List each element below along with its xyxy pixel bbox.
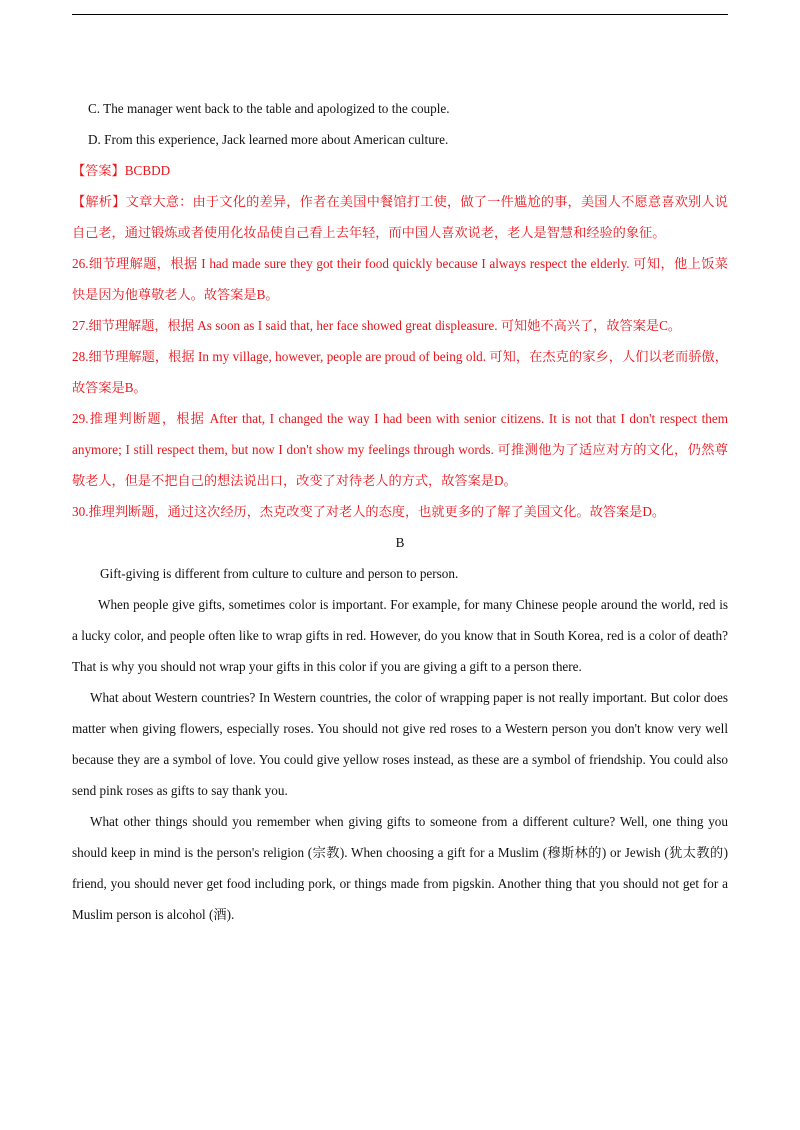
header-rule: [72, 14, 728, 15]
analysis-summary: 【解析】文章大意：由于文化的差异，作者在美国中餐馆打工使，做了一件尴尬的事，美国人不愿意喜欢别人说自己老，通过锻炼或者使用化妆品使自己看上去年轻，而中国人喜欢说老，老人是智慧和经验的象征。: [72, 194, 728, 240]
section-label: B: [395, 535, 405, 550]
analysis-q26: 26.细节理解题，根据 I had made sure they got their food quickly because I always respect the elderly. 可知，他上饭菜快是因为他尊敬老人。故答案是B。: [72, 256, 728, 302]
passage-paragraph-1: Gift-giving is different from culture to culture and person to person.: [100, 566, 459, 581]
page-content: [72, 93, 728, 930]
analysis-q29: 29.推理判断题，根据 After that, I changed the way I had been with senior citizens. It is not that I don't respect them anymore; I still respect them, but now I don't show my feelings through words. 可推测他为了适应对方的文化，仍然尊敬老人，但是不把自己的想法说出口，改变了对待老人的方式，故答案是D。: [72, 411, 728, 488]
analysis-q27: 27.细节理解题，根据 As soon as I said that, her face showed great displeasure. 可知她不高兴了，故答案是C。: [72, 318, 682, 333]
option-d: D. From this experience, Jack learned more about American culture.: [88, 132, 449, 147]
passage-paragraph-4: What other things should you remember when giving gifts to someone from a different culture? Well, one thing you should keep in mind is the person's religion (宗教). When choosing a gift for a Muslim (穆斯林的) or Jewish (犹太教的) friend, you should never get food including pork, or things made from pigskin. Another thing that you should not get for a Muslim person is alcohol (酒).: [72, 814, 728, 922]
analysis-q28: 28.细节理解题，根据 In my village, however, people are proud of being old. 可知，在杰克的家乡，人们以老而骄傲，故答案是B。: [72, 349, 728, 395]
option-c: C. The manager went back to the table and apologized to the couple.: [88, 101, 450, 116]
analysis-q30: 30.推理判断题，通过这次经历，杰克改变了对老人的态度，也就更多的了解了美国文化。故答案是D。: [72, 504, 666, 519]
passage-paragraph-2: When people give gifts, sometimes color is important. For example, for many Chinese people around the world, red is a lucky color, and people often like to wrap gifts in red. However, do you know that in South Korea, red is a color of death? That is why you should not wrap your gifts in this color if you are giving a gift to a person there.: [72, 597, 728, 674]
passage-paragraph-3: What about Western countries? In Western countries, the color of wrapping paper is not really important. But color does matter when giving flowers, especially roses. You should not give red roses to a Western person you don't know very well because they are a symbol of love. You could give yellow roses instead, as these are a symbol of friendship. You could also send pink roses as gifts to say thank you.: [72, 690, 728, 798]
answer-line: 【答案】BCBDD: [72, 163, 171, 178]
